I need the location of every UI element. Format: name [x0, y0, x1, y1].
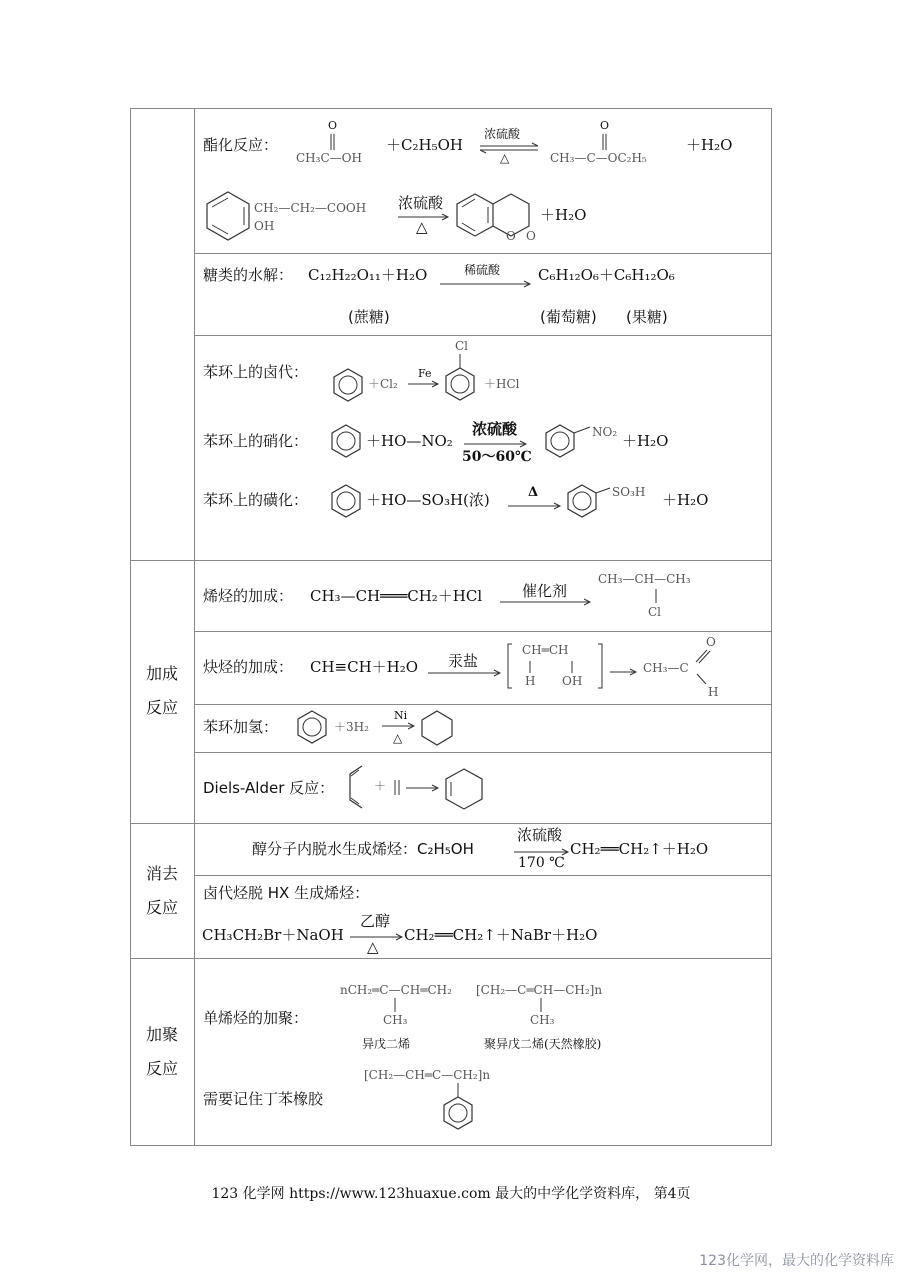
esterification-water: ＋H₂O	[686, 136, 733, 154]
alkene-equation: CH₃—CH═══CH₂＋HCl	[310, 587, 483, 605]
sugar-left: C₁₂H₂₂O₁₁＋H₂O	[308, 266, 428, 284]
sulfonic-group: SO₃H	[612, 485, 646, 499]
ester-double-bond	[602, 134, 608, 152]
alkene-product-cl: Cl	[648, 605, 662, 619]
halide-heat: △	[367, 938, 379, 956]
acetic-acid-formula: CH₃C—OH	[296, 151, 362, 165]
polymer-ch3: CH₃	[530, 1013, 555, 1027]
monomer-name: 异戊二烯	[362, 1037, 411, 1051]
benzene-ring	[330, 484, 362, 518]
alkyne-arrow	[428, 669, 504, 677]
esterification-label: 酯化反应：	[203, 136, 279, 154]
watermark: 123化学网，最大的化学资料库	[699, 1253, 894, 1269]
row-divider	[194, 875, 772, 876]
intramolecular-water: ＋H₂O	[540, 206, 587, 224]
acetaldehyde-o: O	[706, 635, 716, 649]
fructose-name: (果糖)	[626, 308, 668, 326]
row-divider	[194, 335, 772, 336]
category-polymerization-text: 加聚反应	[145, 1025, 178, 1078]
category-polymerization	[140, 1018, 184, 1086]
alkene-product-bond	[655, 589, 659, 603]
dehydration-product: CH₂══CH₂↑＋H₂O	[570, 840, 709, 858]
section-divider	[130, 823, 772, 824]
hydrogenation-heat: △	[393, 731, 403, 745]
sulfonation-water: ＋H₂O	[662, 491, 709, 509]
lactone-carbonyl-o: O	[526, 229, 536, 243]
acetic-acid-o: O	[328, 119, 338, 132]
nitration-water: ＋H₂O	[622, 432, 669, 450]
column-divider	[194, 108, 195, 1146]
sbr-phenyl	[442, 1083, 474, 1133]
category-addition-text: 加成反应	[145, 664, 178, 717]
dehydration-condition: 170 ℃	[518, 855, 565, 871]
alkene-product: CH₃—CH—CH₃	[598, 572, 691, 586]
halogenation-catalyst: Fe	[418, 367, 432, 380]
chlorobenzene-cl: Cl	[455, 339, 469, 353]
polymer-name: 聚异戊二烯(天然橡胶)	[484, 1037, 602, 1051]
row-divider	[194, 631, 772, 632]
sbr-formula: [CH₂—CH═C—CH₂]n	[364, 1068, 491, 1082]
nitration-label: 苯环上的硝化：	[203, 432, 309, 450]
lactone-ring-o: O	[506, 229, 516, 243]
ester-o: O	[600, 119, 610, 132]
acetaldehyde-h: H	[708, 685, 719, 699]
ethyl-acetate-formula: CH₃—C—OC₂H₅	[550, 151, 647, 165]
esterification-heat: △	[500, 151, 510, 165]
category-addition	[140, 657, 184, 725]
row-divider	[194, 752, 772, 753]
butadiene	[344, 764, 368, 810]
benzenesulfonic-ring	[566, 484, 618, 518]
isoprene-monomer: nCH₂═C—CH═CH₂	[340, 983, 452, 997]
single-polymerization-label: 单烯烃的加聚：	[203, 1009, 309, 1027]
sulfonation-label: 苯环上的磺化：	[203, 491, 309, 509]
sulfonation-reagent: ＋HO—SO₃H(浓)	[366, 491, 490, 509]
chlorobenzene-ring	[444, 354, 476, 402]
plus-sign: ＋	[374, 779, 387, 793]
halogenation-hcl: ＋HCl	[484, 377, 520, 391]
halogenation-reagent: ＋Cl₂	[368, 377, 398, 391]
sugar-right: C₆H₁₂O₆＋C₆H₁₂O₆	[538, 266, 675, 284]
page-footer: 123 化学网 https://www.123huaxue.com 最大的中学化学资料库， 第4页	[211, 1186, 691, 1202]
halogenation-arrow	[408, 380, 442, 388]
acetic-acid-double-bond	[330, 134, 336, 152]
alkene-addition-label: 烯烃的加成：	[203, 587, 294, 605]
hydrogen-reagent: ＋3H₂	[334, 720, 369, 734]
sbr-label: 需要记住丁苯橡胶	[203, 1090, 324, 1108]
halide-product: CH₂══CH₂↑＋NaBr＋H₂O	[404, 926, 598, 944]
acetaldehyde-bonds	[694, 648, 714, 688]
sucrose-name: (蔗糖)	[348, 308, 390, 326]
enol-oh: OH	[562, 674, 583, 688]
enol-top: CH═CH	[522, 643, 569, 657]
alkyne-equation: CH≡CH＋H₂O	[310, 658, 419, 676]
hydrogenation-arrow	[382, 722, 418, 730]
phenol-ring	[204, 190, 252, 242]
sugar-arrow	[440, 280, 534, 288]
category-elimination	[140, 857, 184, 925]
alkene-arrow	[500, 598, 594, 606]
nitration-reagent: ＋HO—NO₂	[366, 432, 453, 450]
benzene-ring	[332, 368, 364, 402]
hydrogenation-catalyst: Ni	[394, 709, 408, 722]
halogenation-label: 苯环上的卤代：	[203, 363, 309, 381]
sulfonation-arrow	[508, 502, 564, 510]
nitration-arrow	[464, 440, 530, 448]
tautomer-arrow	[610, 668, 640, 676]
polymer-branch	[540, 998, 544, 1012]
alkyne-catalyst: 汞盐	[448, 652, 479, 670]
benzene-ring	[330, 424, 362, 458]
diels-alder-label: Diels-Alder 反应：	[203, 779, 335, 797]
sugar-catalyst: 稀硫酸	[464, 263, 501, 277]
polyisoprene: [CH₂—C═CH—CH₂]n	[476, 983, 603, 997]
glucose-name: (葡萄糖)	[540, 308, 597, 326]
row-divider	[194, 704, 772, 705]
phenol-oh: OH	[254, 219, 275, 233]
acetaldehyde: CH₃—C	[643, 661, 689, 675]
section-divider	[130, 560, 772, 561]
benzene-ring	[296, 710, 328, 744]
benzene-hydrogenation-label: 苯环加氢：	[203, 718, 279, 736]
alkene-catalyst: 催化剂	[522, 582, 568, 600]
halide-catalyst: 乙醇	[360, 912, 391, 930]
cyclohexene-ring	[444, 768, 484, 810]
alcohol-dehydration-label: 醇分子内脱水生成烯烃：C₂H₅OH	[252, 840, 474, 858]
dehydration-catalyst: 浓硫酸	[517, 826, 563, 844]
nitration-condition: 50～60℃	[462, 449, 532, 465]
ethanol-reagent: ＋C₂H₅OH	[386, 136, 463, 154]
row-divider	[194, 253, 772, 254]
esterification-catalyst: 浓硫酸	[484, 127, 521, 141]
sulfonation-heat: Δ	[528, 485, 539, 500]
side-chain: CH₂—CH₂—COOH	[254, 201, 367, 215]
nitro-group: NO₂	[592, 425, 618, 439]
cyclohexane-ring	[420, 710, 454, 746]
halide-elimination-left: CH₃CH₂Br＋NaOH	[202, 926, 344, 944]
ethylene	[394, 780, 402, 796]
enol-h: H	[525, 674, 536, 688]
nitration-catalyst: 浓硫酸	[472, 420, 518, 438]
monomer-ch3: CH₃	[383, 1013, 408, 1027]
intramolecular-catalyst: 浓硫酸	[398, 194, 444, 212]
category-elimination-text: 消去反应	[145, 864, 178, 917]
monomer-branch	[394, 998, 398, 1012]
alkyne-addition-label: 炔烃的加成：	[203, 658, 294, 676]
halide-elimination-label: 卤代烃脱 HX 生成烯烃：	[203, 884, 370, 902]
section-divider	[130, 958, 772, 959]
intramolecular-heat: △	[416, 218, 428, 236]
sugar-label: 糖类的水解：	[203, 266, 294, 284]
diels-alder-arrow	[406, 784, 442, 792]
